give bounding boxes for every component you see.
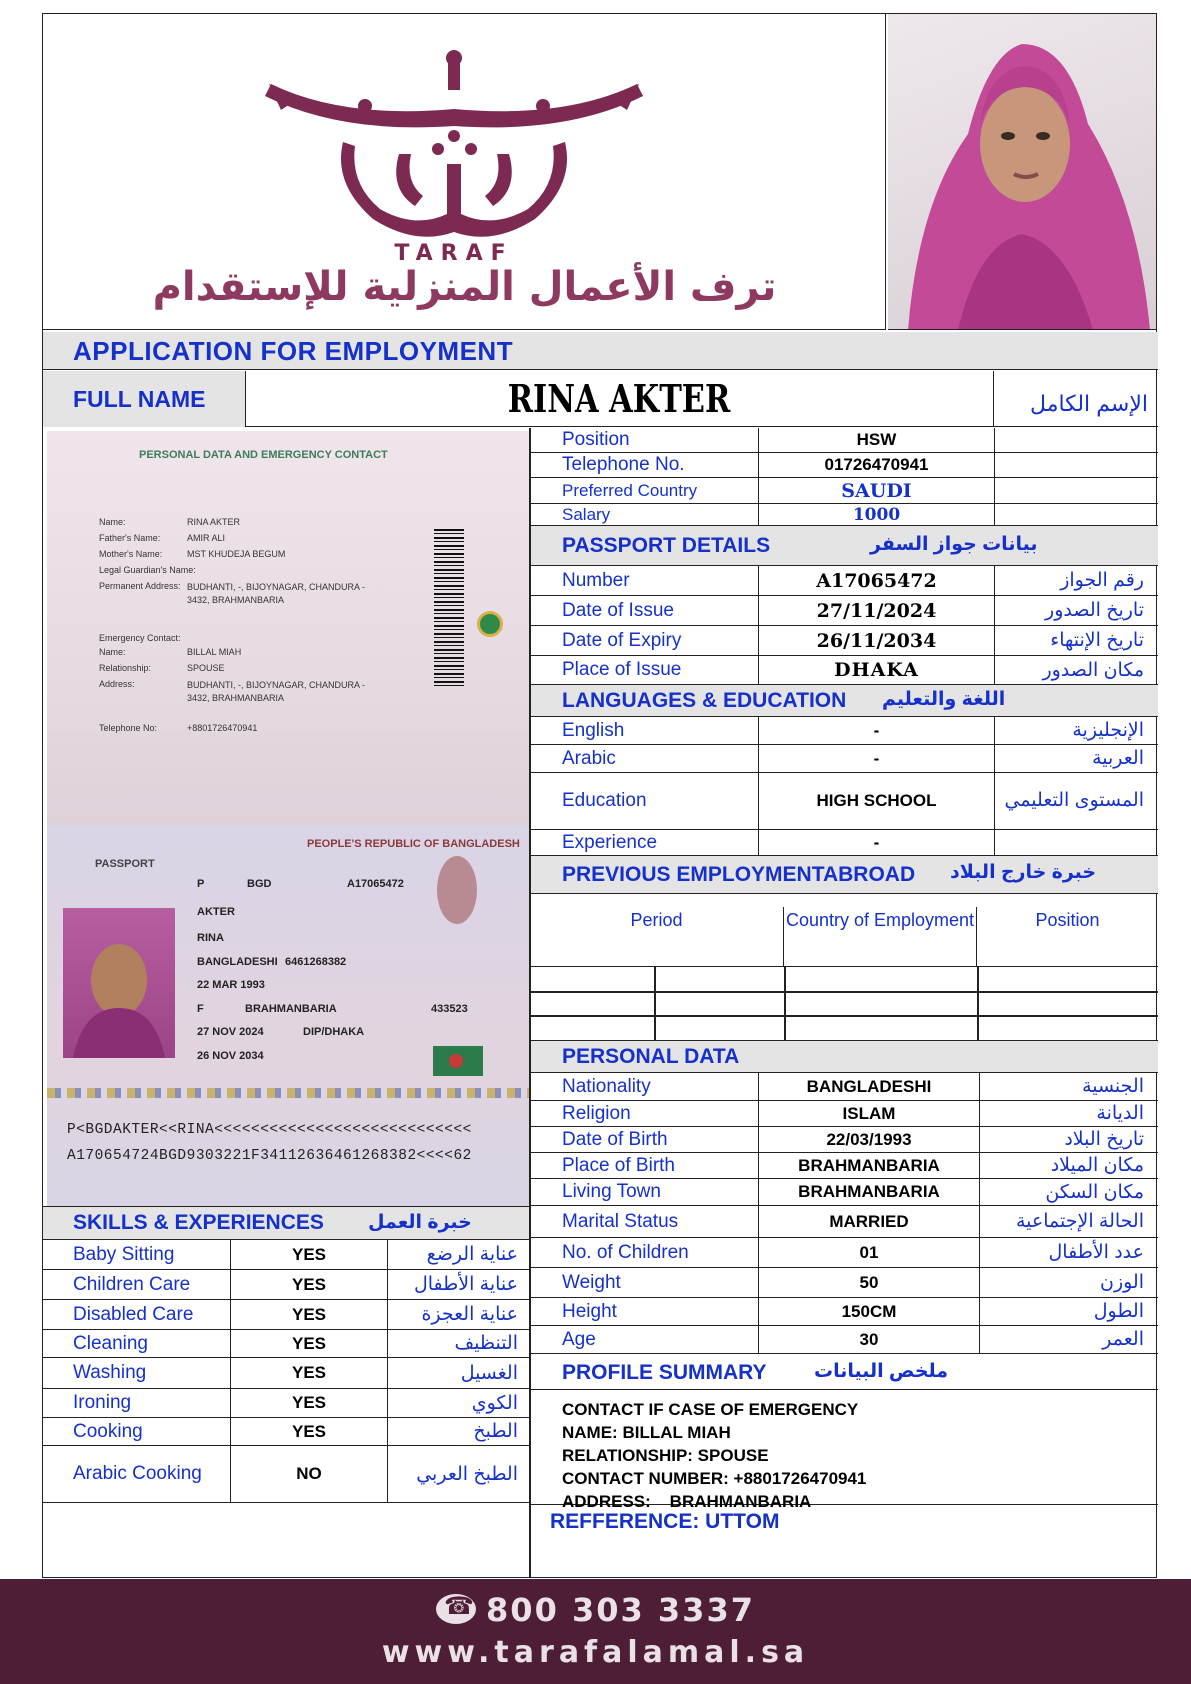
personal-label: Marital Status bbox=[530, 1206, 759, 1237]
employment-col-country: Country of Employment bbox=[784, 907, 977, 967]
personal-label: Height bbox=[530, 1298, 759, 1325]
passport-label: Date of Issue bbox=[530, 596, 759, 625]
skill-row bbox=[43, 1446, 530, 1503]
passport-row bbox=[530, 566, 1158, 596]
personal-arabic-label: الوزن bbox=[1099, 1272, 1144, 1293]
personal-row bbox=[530, 1298, 1158, 1326]
skill-arabic-label: الغسيل bbox=[460, 1362, 518, 1384]
applicant-portrait bbox=[888, 14, 1156, 330]
language-label: English bbox=[530, 717, 759, 744]
experience-value: - bbox=[759, 830, 995, 855]
personal-arabic-label: مكان السكن bbox=[1045, 1181, 1144, 1203]
section-title-arabic: ملخص البيانات bbox=[814, 1361, 949, 1382]
personal-data-header bbox=[530, 1041, 1158, 1073]
job-arabic-label bbox=[995, 504, 1158, 525]
passport-dob: 22 MAR 1993 bbox=[197, 979, 265, 991]
skill-label: Cooking bbox=[43, 1418, 231, 1445]
passport-data-page bbox=[47, 826, 529, 1206]
personal-arabic-label: الجنسية bbox=[1082, 1076, 1144, 1097]
passport-country-code: BGD bbox=[247, 878, 272, 890]
employment-col-position: Position bbox=[1035, 910, 1100, 930]
pp-field-label: Name: bbox=[99, 517, 126, 527]
pp-field-value: BUDHANTI, -, BIJOYNAGAR, CHANDURA - 3432, BRAHMANBARIA bbox=[187, 582, 366, 605]
pp-field-label: Permanent Address: bbox=[99, 581, 181, 591]
skill-value: YES bbox=[231, 1330, 388, 1357]
job-label: Preferred Country bbox=[530, 478, 759, 503]
skill-row bbox=[43, 1270, 530, 1300]
pp-field-label: Mother's Name: bbox=[99, 549, 163, 559]
reference-text: REFFERENCE: UTTOM bbox=[550, 1510, 780, 1533]
job-value: 01726470941 bbox=[759, 453, 995, 477]
skill-arabic-label: عناية العجزة bbox=[421, 1304, 518, 1325]
full-name-value: RINA AKTER bbox=[507, 376, 731, 421]
personal-row bbox=[530, 1153, 1158, 1179]
skill-arabic-label: الكوي bbox=[471, 1392, 518, 1414]
language-row bbox=[530, 773, 1158, 830]
footer-website: www.tarafalamal.sa bbox=[381, 1635, 810, 1670]
job-value: HSW bbox=[759, 428, 995, 452]
personal-arabic-label: تاريخ البلاد bbox=[1064, 1129, 1144, 1150]
passport-row bbox=[530, 626, 1158, 656]
job-arabic-label bbox=[995, 453, 1158, 477]
column-divider bbox=[529, 428, 531, 1578]
personal-row bbox=[530, 1268, 1158, 1298]
personal-row bbox=[530, 1101, 1158, 1127]
skill-label: Disabled Care bbox=[43, 1300, 231, 1329]
passport-authority: DIP/DHAKA bbox=[303, 1026, 365, 1038]
section-title-arabic: خبرة العمل bbox=[368, 1212, 472, 1233]
passport-expiry-date: 26 NOV 2034 bbox=[197, 1050, 264, 1062]
passport-arabic-label: تاريخ الإنتهاء bbox=[1050, 630, 1144, 651]
personal-row bbox=[530, 1206, 1158, 1238]
skill-label: Baby Sitting bbox=[43, 1240, 231, 1269]
job-row bbox=[530, 453, 1158, 478]
pp-field-value: +8801726470941 bbox=[187, 723, 258, 733]
personal-arabic-label: عدد الأطفال bbox=[1048, 1242, 1144, 1263]
pp-field-label: Legal Guardian's Name: bbox=[99, 565, 196, 575]
pp-field-label: Relationship: bbox=[99, 663, 152, 673]
emergency-address: ADDRESS: BRAHMANBARIA bbox=[562, 1492, 812, 1511]
full-name-arabic-label: الإسم الكامل bbox=[993, 371, 1158, 427]
personal-arabic-label: الحالة الإجتماعية bbox=[1016, 1211, 1144, 1232]
job-row bbox=[530, 504, 1158, 526]
passport-extra-no: 433523 bbox=[431, 1003, 468, 1015]
pp-field-value: BUDHANTI, -, BIJOYNAGAR, CHANDURA - 3432, BRAHMANBARIA bbox=[187, 680, 366, 703]
skill-row bbox=[43, 1240, 530, 1270]
pp-field-value: SPOUSE bbox=[187, 663, 225, 673]
language-label: Arabic bbox=[530, 745, 759, 772]
skill-label: Children Care bbox=[43, 1270, 231, 1299]
personal-arabic-label: العمر bbox=[1102, 1329, 1144, 1350]
passport-photo bbox=[63, 908, 175, 1058]
emergency-contact-number: CONTACT NUMBER: +8801726470941 bbox=[562, 1469, 867, 1488]
personal-value: MARRIED bbox=[759, 1206, 980, 1237]
skill-arabic-label: عناية الرضع bbox=[426, 1244, 518, 1265]
skill-label: Cleaning bbox=[43, 1330, 231, 1357]
personal-label: Religion bbox=[530, 1101, 759, 1126]
passport-label: Place of Issue bbox=[530, 656, 759, 684]
passport-country-header: PEOPLE'S REPUBLIC OF BANGLADESH bbox=[307, 838, 520, 850]
skill-arabic-label: التنظيف bbox=[454, 1333, 518, 1354]
passport-place-of-birth: BRAHMANBARIA bbox=[245, 1003, 337, 1015]
profile-summary-header bbox=[530, 1354, 1158, 1390]
language-value: - bbox=[759, 745, 995, 772]
footer-bar bbox=[0, 1579, 1191, 1684]
passport-mrz-line-1: P<BGDAKTER<<RINA<<<<<<<<<<<<<<<<<<<<<<<<<<<< bbox=[67, 1122, 472, 1138]
skill-arabic-label: عناية الأطفال bbox=[413, 1274, 518, 1295]
passport-arabic-label: مكان الصدور bbox=[1042, 659, 1144, 681]
section-title-arabic: اللغة والتعليم bbox=[882, 689, 1006, 710]
skill-arabic-label: الطبخ bbox=[473, 1421, 518, 1442]
brand-arabic-name: ترف الأعمال المنزلية للإستقدام bbox=[152, 264, 777, 310]
section-title: PREVIOUS EMPLOYMENTABROAD bbox=[562, 863, 916, 886]
skill-row bbox=[43, 1389, 530, 1418]
passport-scan bbox=[47, 431, 529, 1206]
job-label: Salary bbox=[530, 504, 759, 525]
education-arabic-label: المستوى التعليمي bbox=[1004, 790, 1144, 811]
section-title-arabic: بيانات جواز السفر bbox=[870, 534, 1038, 555]
section-title: PROFILE SUMMARY bbox=[562, 1361, 767, 1384]
emergency-name: NAME: BILLAL MIAH bbox=[562, 1423, 731, 1442]
section-title: SKILLS & EXPERIENCES bbox=[73, 1211, 324, 1234]
employment-col-period: Period bbox=[530, 907, 784, 967]
personal-value: ISLAM bbox=[759, 1101, 980, 1126]
skill-value: NO bbox=[231, 1446, 388, 1502]
personal-label: Age bbox=[530, 1326, 759, 1353]
section-title: PASSPORT DETAILS bbox=[562, 534, 771, 557]
job-row bbox=[530, 478, 1158, 504]
passport-personal-no: 6461268382 bbox=[285, 956, 347, 968]
personal-row bbox=[530, 1179, 1158, 1206]
application-sheet bbox=[42, 13, 1157, 1578]
personal-arabic-label: الطول bbox=[1093, 1301, 1144, 1322]
employment-table-header bbox=[530, 907, 1158, 967]
emergency-heading: CONTACT IF CASE OF EMERGENCY bbox=[562, 1400, 859, 1419]
passport-row bbox=[530, 596, 1158, 626]
passport-number-scan: A17065472 bbox=[347, 878, 404, 890]
phone-icon bbox=[436, 1594, 476, 1624]
personal-value: 50 bbox=[759, 1268, 980, 1297]
language-arabic-label: العربية bbox=[1092, 748, 1144, 769]
taraf-crown-logo bbox=[43, 14, 886, 264]
job-label: Position bbox=[530, 428, 759, 452]
job-label: Telephone No. bbox=[530, 453, 759, 477]
passport-page-header: PERSONAL DATA AND EMERGENCY CONTACT bbox=[139, 449, 388, 461]
personal-value: BANGLADESHI bbox=[759, 1073, 980, 1100]
personal-label: No. of Children bbox=[530, 1238, 759, 1267]
footer-phone-number: 800 303 3337 bbox=[486, 1591, 755, 1629]
logo-area bbox=[43, 14, 886, 330]
skill-row bbox=[43, 1418, 530, 1446]
pp-field-value: RINA AKTER bbox=[187, 517, 241, 527]
personal-label: Weight bbox=[530, 1268, 759, 1297]
personal-value: 150CM bbox=[759, 1298, 980, 1325]
full-name-label: FULL NAME bbox=[73, 386, 206, 412]
section-title: PERSONAL DATA bbox=[562, 1045, 740, 1068]
section-title-arabic: خبرة خارج البلاد bbox=[950, 862, 1097, 883]
language-row bbox=[530, 830, 1158, 856]
passport-security-strip bbox=[47, 1088, 529, 1098]
passport-value: A17065472 bbox=[759, 566, 995, 595]
brand-wordmark: TARAF bbox=[394, 241, 514, 266]
skill-arabic-label: الطبخ العربي bbox=[416, 1463, 518, 1485]
passport-emergency-page bbox=[47, 431, 529, 826]
passport-doc-label: PASSPORT bbox=[95, 858, 155, 870]
language-value: - bbox=[759, 717, 995, 744]
experience-arabic-label bbox=[995, 830, 1158, 855]
section-title: LANGUAGES & EDUCATION bbox=[562, 689, 847, 712]
job-row bbox=[530, 428, 1158, 453]
pp-field-value: BILLAL MIAH bbox=[187, 647, 242, 657]
emergency-relationship: RELATIONSHIP: SPOUSE bbox=[562, 1446, 769, 1465]
skill-value: YES bbox=[231, 1358, 388, 1388]
footer-phone bbox=[0, 1591, 1191, 1629]
job-value: SAUDI bbox=[759, 478, 995, 503]
pp-field-label: Address: bbox=[99, 679, 135, 689]
bangladesh-flag-icon bbox=[433, 1046, 483, 1076]
education-label: Education bbox=[530, 773, 759, 829]
language-row bbox=[530, 717, 1158, 745]
personal-label: Living Town bbox=[530, 1179, 759, 1205]
pp-field-value: AMIR ALI bbox=[187, 533, 226, 543]
skill-row bbox=[43, 1330, 530, 1358]
form-title-row bbox=[43, 332, 1158, 370]
passport-arabic-label: تاريخ الصدور bbox=[1045, 600, 1144, 621]
passport-nationality: BANGLADESHI bbox=[197, 956, 278, 968]
skill-value: YES bbox=[231, 1270, 388, 1299]
skill-label: Ironing bbox=[43, 1389, 231, 1417]
personal-arabic-label: مكان الميلاد bbox=[1050, 1155, 1144, 1176]
personal-arabic-label: الديانة bbox=[1096, 1103, 1144, 1124]
personal-value: 01 bbox=[759, 1238, 980, 1267]
skill-value: YES bbox=[231, 1418, 388, 1445]
personal-value: 30 bbox=[759, 1326, 980, 1353]
skill-value: YES bbox=[231, 1300, 388, 1329]
passport-type: P bbox=[197, 878, 205, 890]
profile-summary-body bbox=[530, 1390, 1158, 1511]
skills-header bbox=[43, 1206, 530, 1240]
skill-row bbox=[43, 1300, 530, 1330]
skill-row bbox=[43, 1358, 530, 1389]
personal-row bbox=[530, 1073, 1158, 1101]
passport-label: Date of Expiry bbox=[530, 626, 759, 655]
job-arabic-label bbox=[995, 428, 1158, 452]
experience-label: Experience bbox=[530, 830, 759, 855]
passport-arabic-label: رقم الجواز bbox=[1060, 570, 1144, 591]
pp-field-label: Telephone No: bbox=[99, 723, 158, 733]
employment-empty-rows bbox=[530, 967, 1158, 1041]
language-row bbox=[530, 745, 1158, 773]
skill-label: Arabic Cooking bbox=[43, 1446, 231, 1502]
passport-value: DHAKA bbox=[759, 656, 995, 684]
full-name-row bbox=[43, 371, 1158, 427]
passport-surname: AKTER bbox=[197, 906, 235, 918]
skill-label: Washing bbox=[43, 1358, 231, 1388]
personal-value: BRAHMANBARIA bbox=[759, 1153, 980, 1178]
full-name-label-cell bbox=[43, 371, 246, 427]
passport-barcode bbox=[434, 529, 464, 687]
job-arabic-label bbox=[995, 478, 1158, 503]
personal-value: 22/03/1993 bbox=[759, 1127, 980, 1152]
form-title: APPLICATION FOR EMPLOYMENT bbox=[73, 336, 514, 366]
personal-row bbox=[530, 1127, 1158, 1153]
personal-row bbox=[530, 1326, 1158, 1354]
passport-row bbox=[530, 656, 1158, 685]
pp-field-label: Father's Name: bbox=[99, 533, 161, 543]
language-arabic-label: الإنجليزية bbox=[1072, 720, 1144, 741]
passport-value: 26/11/2034 bbox=[759, 626, 995, 655]
personal-label: Place of Birth bbox=[530, 1153, 759, 1178]
passport-mrz-line-2: A170654724BGD9303221F34112636461268382<<<<62 bbox=[67, 1148, 472, 1164]
pp-field-label: Name: bbox=[99, 647, 126, 657]
personal-label: Nationality bbox=[530, 1073, 759, 1100]
passport-issue-date: 27 NOV 2024 bbox=[197, 1026, 264, 1038]
bangladesh-emblem-icon bbox=[477, 611, 503, 637]
passport-ghost-photo bbox=[437, 856, 477, 924]
passport-details-header bbox=[530, 526, 1158, 566]
passport-label: Number bbox=[530, 566, 759, 595]
applicant-photo bbox=[888, 14, 1156, 330]
passport-given-name: RINA bbox=[197, 932, 224, 944]
passport-value: 27/11/2024 bbox=[759, 596, 995, 625]
languages-header bbox=[530, 685, 1158, 717]
personal-label: Date of Birth bbox=[530, 1127, 759, 1152]
job-value: 1000 bbox=[759, 504, 995, 525]
pp-field-label: Emergency Contact: bbox=[99, 633, 181, 643]
skill-value: YES bbox=[231, 1389, 388, 1417]
education-value: HIGH SCHOOL bbox=[759, 773, 995, 829]
passport-sex: F bbox=[197, 1003, 204, 1015]
personal-value: BRAHMANBARIA bbox=[759, 1179, 980, 1205]
previous-employment-header bbox=[530, 856, 1158, 894]
personal-row bbox=[530, 1238, 1158, 1268]
pp-field-value: MST KHUDEJA BEGUM bbox=[187, 549, 286, 559]
skill-value: YES bbox=[231, 1240, 388, 1269]
